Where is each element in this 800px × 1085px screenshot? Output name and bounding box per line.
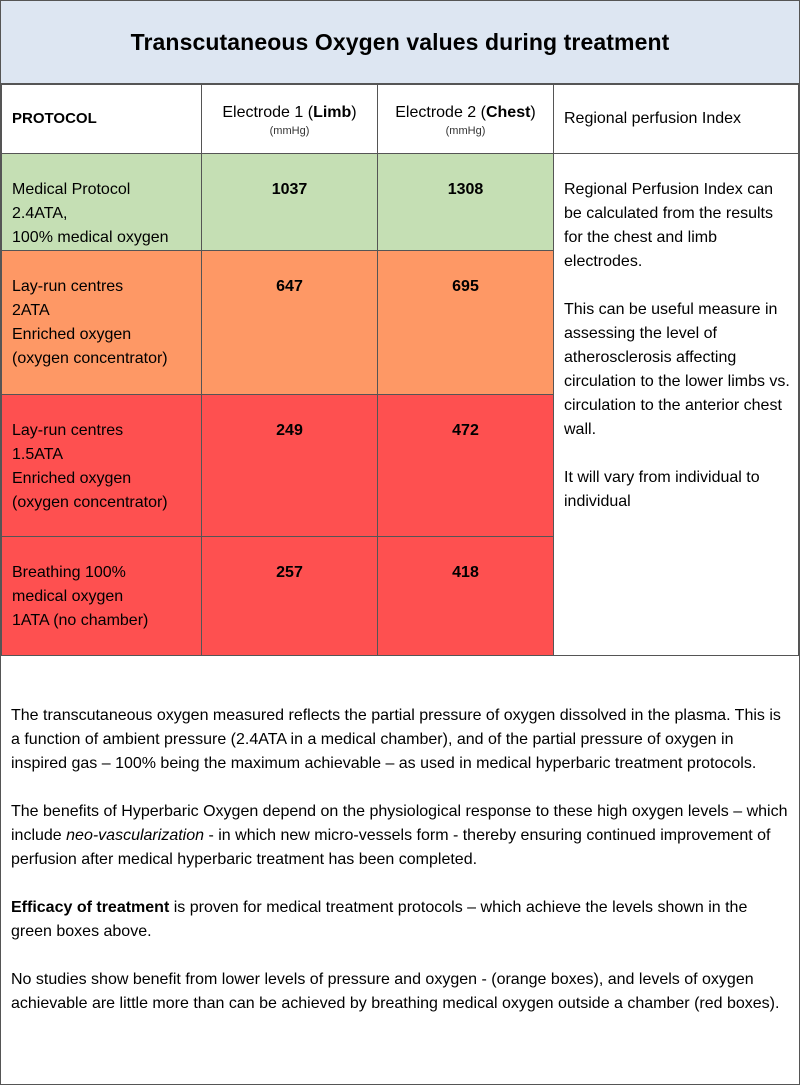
electrode-2-value: 1308 — [378, 154, 554, 251]
notes-text: - in which new micro-vessels form - thereby ensuring continued improvement of perfusion after medical hyperbaric treatment has been completed. — [11, 827, 771, 868]
header-electrode-1-suffix: ) — [351, 103, 357, 121]
header-rpi: Regional perfusion Index — [554, 85, 799, 154]
notes-bold: Efficacy of treatment — [11, 899, 170, 916]
header-electrode-1-bold: Limb — [313, 103, 352, 121]
protocol-cell — [2, 537, 202, 656]
notes-paragraph: The transcutaneous oxygen measured reflects the partial pressure of oxygen dissolved in the plasma. This is a function of ambient pressure (2.4ATA in a medical chamber), and of the partial pressure of oxygen in inspired gas – 100% being the maximum achievable – as used in medical hyperbaric treatment protocols. — [11, 707, 781, 772]
header-electrode-1 — [202, 85, 378, 154]
rpi-paragraph: Regional Perfusion Index can be calculated from the results for the chest and limb electrodes. — [564, 181, 774, 270]
page-title: Transcutaneous Oxygen values during treatment — [130, 28, 670, 55]
protocol-line: Lay-run centres — [12, 278, 124, 295]
notes-text: The benefits of Hyperbaric Oxygen depend on the physiological response to these high oxygen levels – which include — [11, 803, 788, 844]
protocol-line: 2.4ATA, — [12, 205, 68, 222]
protocol-line: (oxygen concentrator) — [12, 494, 168, 511]
protocol-line: Enriched oxygen — [12, 326, 132, 343]
protocol-cell — [2, 251, 202, 395]
table-header-row — [2, 85, 799, 154]
header-electrode-1-unit: (mmHg) — [269, 124, 310, 137]
electrode-1-value: 647 — [202, 251, 378, 395]
notes-paragraph: No studies show benefit from lower levels of pressure and oxygen - (orange boxes), and levels of oxygen achievable are little more than can be achieved by breathing medical oxygen outside a chamber (red boxes). — [11, 971, 780, 1012]
electrode-2-value: 695 — [378, 251, 554, 395]
header-electrode-2-suffix: ) — [530, 103, 536, 121]
electrode-2-value: 418 — [378, 537, 554, 656]
protocol-line: (oxygen concentrator) — [12, 350, 168, 367]
protocol-line: Medical Protocol — [12, 181, 131, 198]
protocol-line: Lay-run centres — [12, 422, 124, 439]
oxygen-values-table — [1, 84, 799, 656]
header-electrode-2 — [378, 85, 554, 154]
electrode-2-value: 472 — [378, 395, 554, 537]
header-electrode-2-bold: Chest — [485, 103, 531, 121]
electrode-1-value: 257 — [202, 537, 378, 656]
notes-section — [11, 704, 791, 1040]
rpi-paragraph: This can be useful measure in assessing the level of atherosclerosis affecting circulation to the lower limbs vs. circulation to the anterior chest wall. — [564, 301, 790, 438]
protocol-cell — [2, 395, 202, 537]
notes-italic: neo-vascularization — [66, 827, 205, 844]
header-electrode-1-prefix: Electrode 1 ( — [222, 103, 314, 121]
protocol-line: medical oxygen — [12, 588, 124, 605]
notes-paragraph — [11, 800, 791, 872]
header-protocol: PROTOCOL — [2, 85, 202, 154]
protocol-cell — [2, 154, 202, 251]
protocol-line: Breathing 100% — [12, 564, 126, 581]
rpi-description-cell — [554, 154, 799, 656]
protocol-line: 100% medical oxygen — [12, 229, 169, 246]
table-row — [2, 154, 799, 251]
protocol-line: 1ATA (no chamber) — [12, 612, 149, 629]
header-electrode-2-prefix: Electrode 2 ( — [395, 103, 486, 121]
electrode-1-value: 1037 — [202, 154, 378, 251]
title-bar — [1, 1, 799, 84]
notes-paragraph — [11, 896, 791, 944]
protocol-line: 1.5ATA — [12, 446, 63, 463]
electrode-1-value: 249 — [202, 395, 378, 537]
header-electrode-2-unit: (mmHg) — [445, 124, 486, 137]
protocol-line: Enriched oxygen — [12, 470, 132, 487]
notes-text: is proven for medical treatment protocols – which achieve the levels shown in the green boxes above. — [11, 899, 748, 940]
rpi-paragraph: It will vary from individual to individual — [564, 469, 760, 510]
protocol-line: 2ATA — [12, 302, 50, 319]
